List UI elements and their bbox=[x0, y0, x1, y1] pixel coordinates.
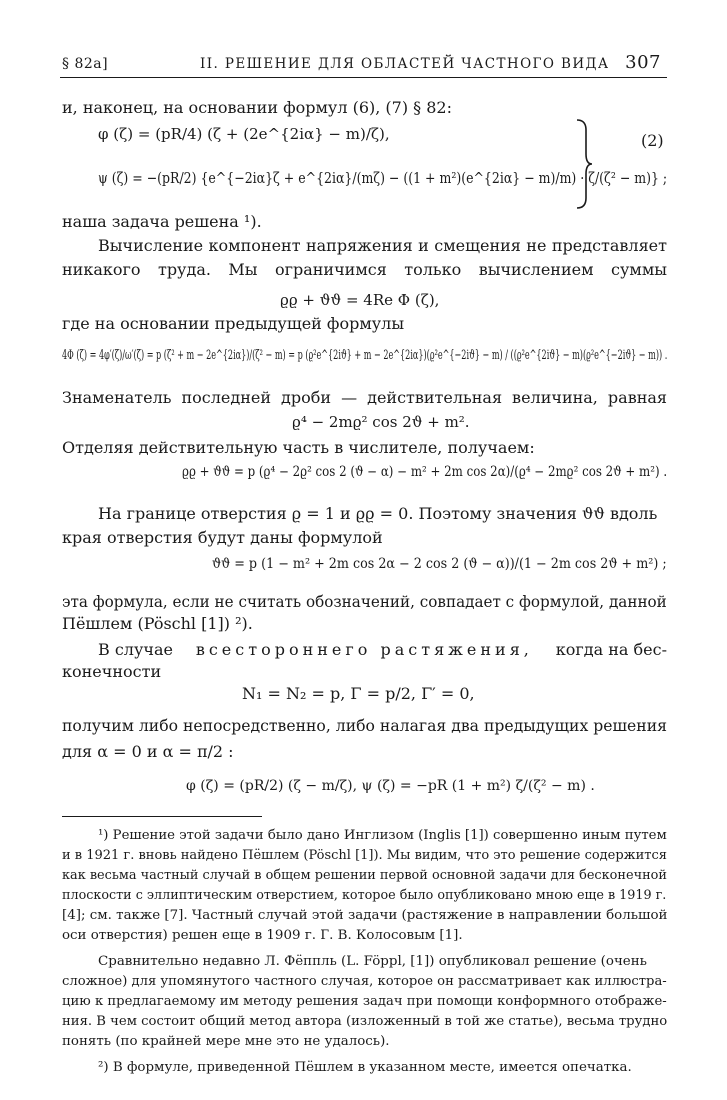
text-line-14: получим либо непосредственно, либо налагая два предыдущих решения bbox=[62, 716, 667, 735]
formula-real-part bbox=[182, 462, 667, 482]
formula-sum-text: ϱϱ + ϑϑ = 4Re Φ (ζ), bbox=[280, 291, 440, 309]
text-line-4: никакого труда. Мы ограничимся только вычислением суммы bbox=[62, 260, 667, 279]
footnote-1-line-2: и в 1921 г. вновь найдено Пёшлем (Pöschl [1]). Мы видим, что это решение содержится bbox=[62, 848, 667, 863]
footnote-1-line-9: цию к предлагаемому им методу решения задач при помощи конформного отображе- bbox=[62, 994, 667, 1009]
header-rule bbox=[60, 77, 667, 78]
text-line-12-spaced: всестороннего растяжения, bbox=[195, 640, 533, 659]
formula-loads-text: N₁ = N₂ = p, Γ = p/2, Γ′ = 0, bbox=[242, 684, 475, 703]
text-line-3: Вычисление компонент напряжения и смещения не представляет bbox=[98, 236, 667, 255]
footnote-2: ²) В формуле, приведенной Пёшлем в указанном месте, имеется опечатка. bbox=[98, 1060, 632, 1075]
formula-real-part-text: ϱϱ + ϑϑ = p (ϱ⁴ − 2ϱ² cos 2 (ϑ − α) − m² + 2m cos 2α)/(ϱ⁴ − 2mϱ² cos 2ϑ + m²) . bbox=[182, 464, 668, 480]
text-line-2: наша задача решена ¹). bbox=[62, 212, 262, 231]
footnote-1-line-5: [4]; см. также [7]. Частный случай этой задачи (растяжение в направлении большой bbox=[62, 908, 668, 923]
footnote-1-line-4: плоскости с эллиптическим отверстием, которое было опубликовано мною еще в 1919 г. bbox=[62, 888, 667, 903]
equation-number: (2) bbox=[641, 131, 664, 150]
footnote-rule bbox=[62, 816, 262, 817]
formula-phi-text: φ (ζ) = (pR/4) (ζ + (2e^{2iα} − m)/ζ), bbox=[98, 125, 390, 143]
text-line-12a: В случае bbox=[98, 640, 173, 659]
formula-loads bbox=[242, 684, 475, 704]
footnote-1-line-7: Сравнительно недавно Л. Фёппль (L. Föppl, [1]) опубликовал решение (очень bbox=[98, 954, 647, 969]
footnote-1-line-11: понять (по крайней мере мне это не удалось). bbox=[62, 1034, 390, 1049]
formula-psi-text: ψ (ζ) = −(pR/2) {e^{−2iα}ζ + e^{2iα}/(mζ) − ((1 + m²)(e^{2iα} − m)/m) · ζ/(ζ² − m)} ; bbox=[98, 169, 668, 187]
text-line-15: для α = 0 и α = π/2 : bbox=[62, 742, 234, 761]
text-line-7: Отделяя действительную часть в числителе, получаем: bbox=[62, 438, 535, 457]
text-line-12c: когда на бес- bbox=[555, 640, 667, 659]
footnote-1-line-6: оси отверстия) решен еще в 1909 г. Г. В. Колосовым [1]. bbox=[62, 928, 463, 943]
formula-final bbox=[186, 776, 595, 796]
formula-denominator bbox=[292, 412, 470, 432]
page-number: 307 bbox=[625, 52, 661, 73]
formula-4phi-text: 4Φ (ζ) = 4φ′(ζ)/ω′(ζ) = p (ζ² + m − 2e^{2iα})/(ζ² − m) = p (ϱ²e^{2iϑ} + m − 2e^{2iα})(ϱ²e^{−2iϑ} − m) / ((ϱ²e^{2iϑ} − m)(ϱ²e^{−2iϑ} − m)) . bbox=[62, 348, 668, 363]
text-line-13: конечности bbox=[62, 662, 162, 681]
right-brace bbox=[574, 118, 594, 210]
text-line-10: эта формула, если не считать обозначений, совпадает с формулой, данной bbox=[62, 592, 667, 611]
footnote-1-line-3: как весьма частный случай в общем решении первой основной задачи для бесконечной bbox=[62, 868, 667, 883]
formula-boundary-text: ϑϑ = p (1 − m² + 2m cos 2α − 2 cos 2 (ϑ − α))/(1 − 2m cos 2ϑ + m²) ; bbox=[212, 556, 667, 572]
formula-sum bbox=[280, 290, 439, 310]
text-line-12 bbox=[98, 640, 667, 660]
footnote-1-line-8: сложное) для упомянутого частного случая, которое он рассматривает как иллюстра- bbox=[62, 974, 667, 989]
header-chapter: II. РЕШЕНИЕ ДЛЯ ОБЛАСТЕЙ ЧАСТНОГО ВИДА bbox=[200, 56, 610, 72]
text-line-9: края отверстия будут даны формулой bbox=[62, 528, 383, 547]
formula-phi bbox=[98, 124, 390, 144]
text-line-5: где на основании предыдущей формулы bbox=[62, 314, 405, 333]
text-line-1: и, наконец, на основании формул (6), (7) § 82: bbox=[62, 98, 452, 117]
formula-4phi bbox=[62, 346, 667, 366]
formula-boundary bbox=[212, 554, 667, 574]
footnote-1-line-1: ¹) Решение этой задачи было дано Инглизом (Inglis [1]) совершенно иным путем bbox=[98, 828, 667, 843]
formula-final-text: φ (ζ) = (pR/2) (ζ − m/ζ), ψ (ζ) = −pR (1 + m²) ζ/(ζ² − m) . bbox=[186, 778, 595, 794]
text-line-6: Знаменатель последней дроби — действительная величина, равная bbox=[62, 388, 667, 407]
text-line-8: На границе отверстия ϱ = 1 и ϱϱ = 0. Поэтому значения ϑϑ вдоль bbox=[98, 504, 658, 523]
footnote-1-line-10: ния. В чем состоит общий метод автора (изложенный в той же статье), весьма трудно bbox=[62, 1014, 668, 1029]
header-section: § 82а] bbox=[62, 56, 109, 72]
text-line-11: Пёшлем (Pöschl [1]) ²). bbox=[62, 614, 253, 633]
formula-denominator-text: ϱ⁴ − 2mϱ² cos 2ϑ + m². bbox=[292, 413, 470, 431]
